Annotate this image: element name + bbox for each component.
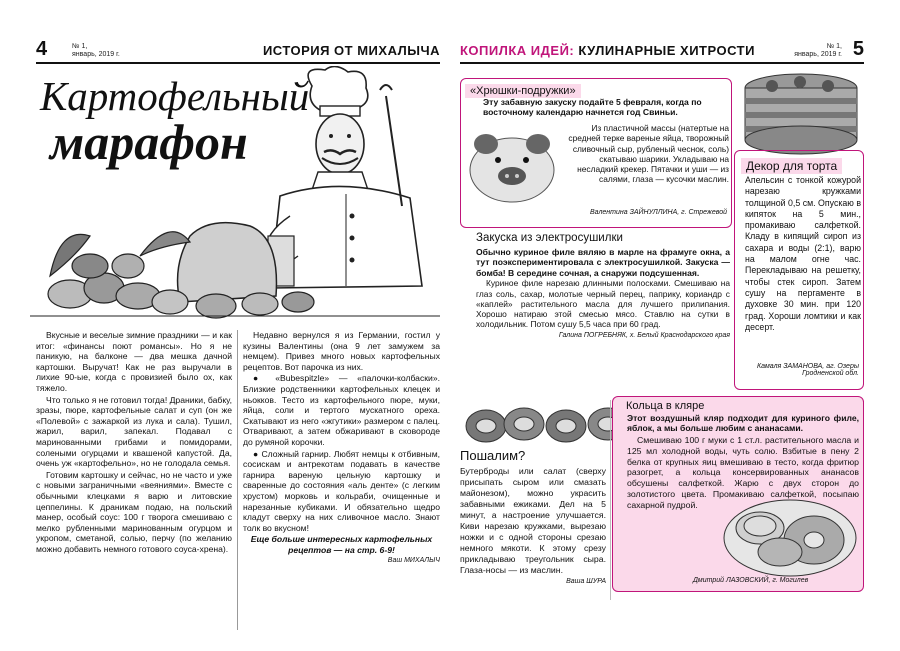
paragraph: Готовим картошку и сейчас, но не часто и уже с новыми заграничными «веяниями». Вместе с обычными клецками я варю и литовские цеппелины. К драникам подаю, на польский манер, особый соус: 100 г творога смешиваю с мелко рубленными маринованным огурцом и укропом, сметаной, солью, перчу (по желанию можно добавить немного готового соуса-хрена).: [36, 469, 232, 554]
article-title-line1: Картофельный: [40, 73, 310, 119]
box-body: Из пластичной массы (натертые на средней терке вареные яйца, творожный сливочный сыр, рубленый чеснок, соль) скатываю шарики. Укладываю на несладкий крекер. Пятачки и уши — из салями, глаза — кусочки маслин.: [568, 123, 729, 185]
left-column-2: [243, 330, 440, 567]
page-number: 5: [852, 38, 864, 60]
box-signature: Валентина ЗАЙНУЛЛИНА, г. Стрежевой: [589, 209, 727, 216]
cake-box: [734, 150, 864, 390]
box-body: Смешиваю 100 г муки с 1 ст.л. растительного масла и 125 мл холодной воды, чуть солю. Взбитые в пену 2 белка от крупных яиц вмешиваю в тесто, когда фритюр разогрет, а кольца консервированных ананасов обсушены салфеткой. Жарю с двух сторон до золотистого цвета. Промакиваю салфеткой, посыпаю сахарной пудрой.: [627, 435, 859, 510]
right-page: [450, 0, 900, 651]
box-title: Декор для торта: [741, 158, 842, 174]
box-signature: Камаля ЗАМАНОВА, аг. Озеры Гродненской обл.: [756, 363, 859, 377]
box-body: Апельсин с тонкой кожурой нарезаю кружками толщиной 0,5 см. Опускаю в кипяток на 5 мин., промакиваю салфеткой. Кладу в кипящий сироп из сахара и воды (2:1), варю на малом огне час. Перекладываю на решетку, чтобы стек сироп. Затем сушу на пергаменте в духовке 30 мин. при 120 град. Хороши ломтики и как десерт.: [745, 175, 861, 332]
article-body: Куриное филе нарезаю длинными полосками. Смешиваю на глаз соль, сахар, молотые черный перец, паприку, кориандр с «каплей» растительного масла для лучшего прилипания. Хорошо натираю этой смесью мясо. Ставлю на сутки в холодильник. Потом сушу 5,5 часа при 60 град.: [476, 278, 730, 330]
box-signature: Дмитрий ЛАЗОВСКИЙ, г. Могилев: [693, 577, 809, 584]
promo-note: Еще больше интересных картофельных рецептов — на стр. 6-9!: [250, 534, 433, 555]
dryer-article: [476, 232, 730, 339]
column-divider: [237, 330, 238, 630]
box-title: «Хрюшки-подружки»: [465, 84, 581, 98]
article-signature: Галина ПОГРЕБНЯК, х. Белый Краснодарского края: [558, 331, 730, 339]
right-header: [460, 40, 864, 64]
section-title: ИСТОРИЯ ОТ МИХАЛЫЧА: [262, 43, 440, 58]
paragraph: ● «Bubespitzle» — «палочки-колбаски». Близкие родственники картофельных клецек и ньокков. Тесто из картофельного пюре, муки, яйца, соли и тертого мускатного ореха. Скатывают из него «жгутики» размером с палец. Отваривают, а затем обжаривают в сковороде до румяной корочки.: [243, 373, 440, 447]
article-lead: Обычно куриное филе вяляю в марле на фрамуге окна, а тут поэкспериментировала с электросушилкой. Закуска — бомба! В середине сочная, а снаружи подсушенная.: [476, 247, 730, 278]
box-title: Кольца в кляре: [626, 400, 705, 412]
left-column-1: [36, 330, 232, 555]
article-title: Пошалим?: [460, 448, 526, 463]
paragraph: Вкусные и веселые зимние праздники — и как итог: «финансы поют романсы». Но я не паникую, на балконе — два мешка дачной картошки. Выручат! Как не раз выручали в лихие 90-ые, когда с провизией было ох, как тяжело.: [36, 330, 232, 393]
paragraph: Недавно вернулся я из Германии, гостил у кузины Валентины (она 9 лет замужем за немцем). Привез много новых картофельных рецептов. Вот парочка из них.: [243, 330, 440, 372]
section-title: КОПИЛКА ИДЕЙ: КУЛИНАРНЫЕ ХИТРОСТИ: [460, 43, 755, 58]
column-divider: [610, 400, 611, 600]
article-title-line2: марафон: [50, 114, 248, 170]
paragraph: ● Сложный гарнир. Любят немцы к отбивным, сосискам и антрекотам подавать в качестве гарнира вареную цельную картошку и сваренные до состояния «аль денте» (с легким хрустом) морковь и кольраби, очищенные и нарезанные кубиками. И обязательно щедро кладут сверху на них сливочное масло. Знают толк во вкусном!: [243, 448, 440, 533]
article-signature: Ваша ШУРА: [566, 578, 606, 585]
hedgehogs-article: [460, 448, 606, 585]
issue-info: № 1, январь, 2019 г.: [72, 43, 120, 58]
box-lead: Этот воздушный кляр подходит для куриного филе, яблок, а мы больше любим с ананасами.: [627, 413, 859, 434]
article-title: Закуска из электросушилки: [476, 232, 623, 244]
pineapple-rings-photo: [720, 480, 860, 580]
author-signature: Ваш МИХАЛЫЧ: [387, 557, 440, 565]
piglet-photo: [464, 118, 560, 208]
article-body: Бутерброды или салат (сверху присыпать сыром или смазать майонезом), можно украсить забавными ежиками. Дел на 5 минут, а настроение улучшается. Киви нарезаю кружками, вырезаю ножки и с одной стороны срезаю немного мякоти. К этому срезу прикладываю треугольник сыра. Глаза-носы — из маслин.: [460, 466, 606, 575]
issue-info: № 1, январь, 2019 г.: [794, 43, 842, 58]
chef-illustration: [30, 66, 440, 326]
page-number: 4: [36, 38, 48, 60]
paragraph: Что только я не готовил тогда! Драники, бабку, зразы, пюре, картофельные салат и суп (он же «Полевой» с зажаркой из лука и сала). Тушил, жарил, варил, запекал. Подавал с маринованными грибами и помидорами, солеными огурцами и квашеной капустой. Да, очень уж «картофельно», но не голодала семья.: [36, 394, 232, 469]
cake-photo: [742, 70, 860, 158]
box-lead: Эту забавную закуску подайте 5 февраля, когда по восточному календарю начнется год Свиньи.: [483, 97, 702, 118]
left-header: [36, 40, 440, 64]
